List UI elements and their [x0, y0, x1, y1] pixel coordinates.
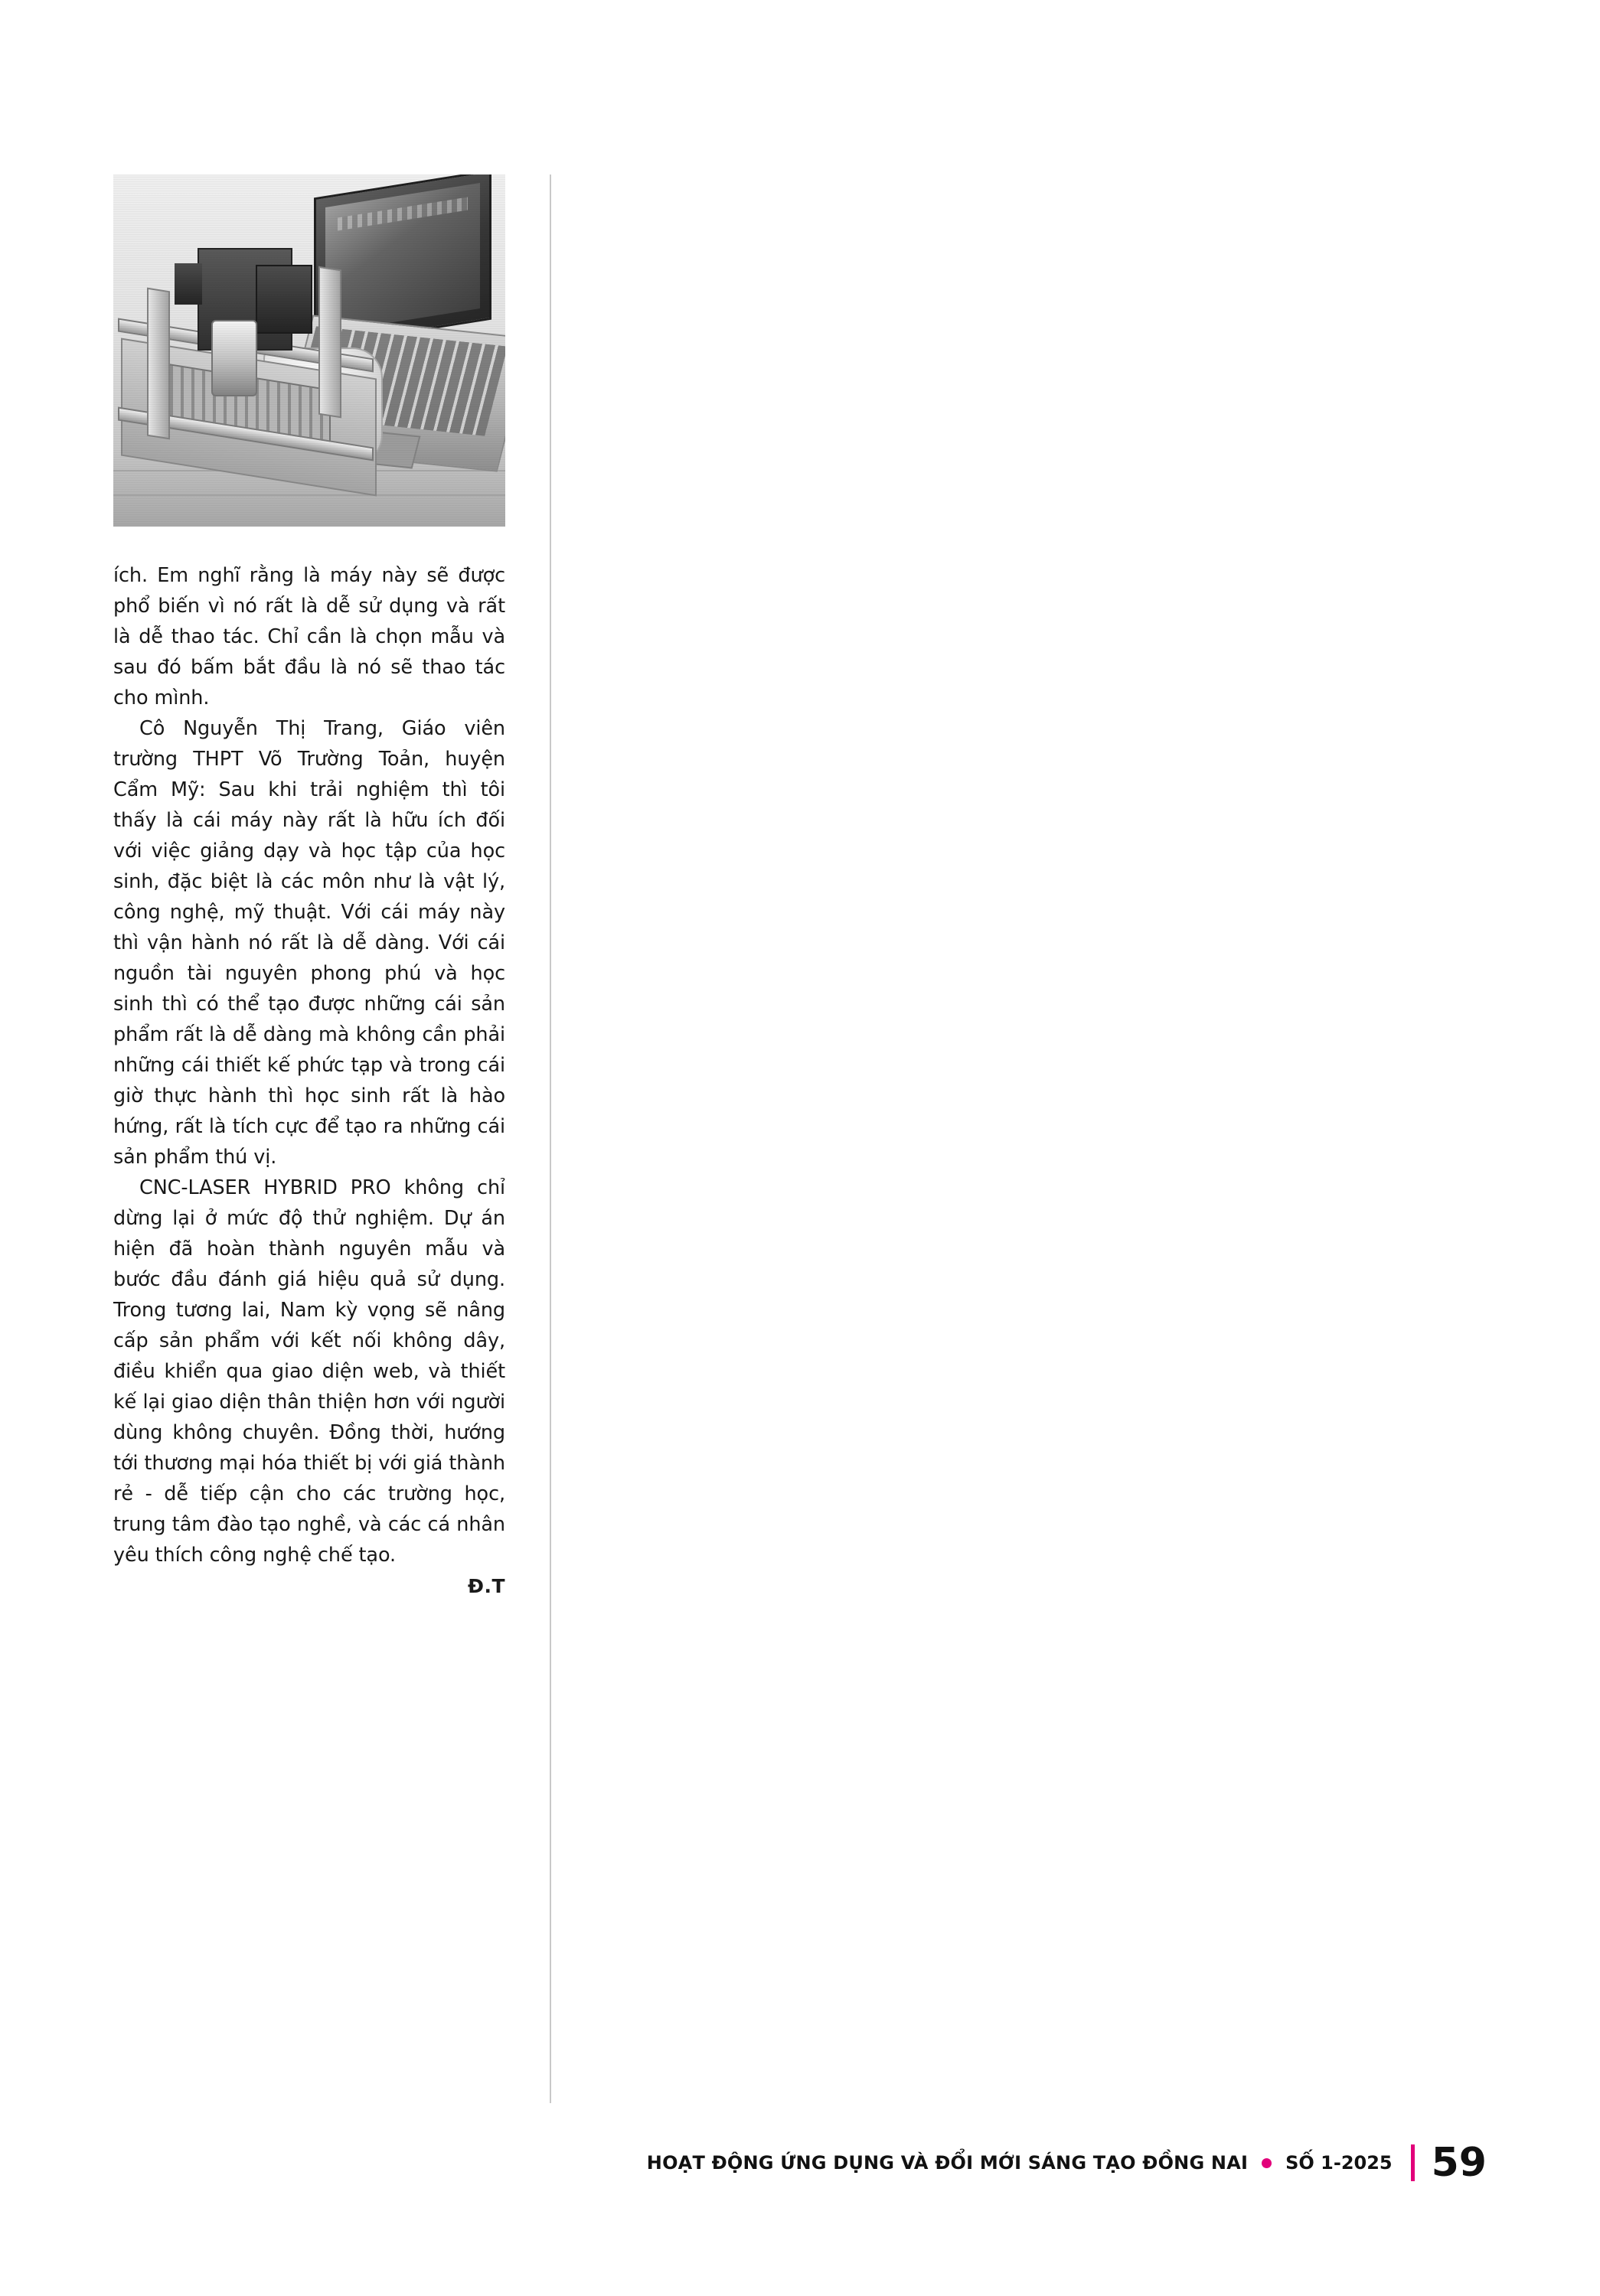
cnc-post-right [318, 266, 341, 419]
article-body [113, 560, 505, 1570]
footer-publication-title: HOẠT ĐỘNG ỨNG DỤNG VÀ ĐỔI MỚI SÁNG TẠO ĐỒNG NAI [646, 2152, 1249, 2174]
paragraph-3: CNC-LASER HYBRID PRO không chỉ dừng lại ở mức độ thử nghiệm. Dự án hiện đã hoàn thành nguyên mẫu và bước đầu đánh giá hiệu quả sử dụng. Trong tương lai, Nam kỳ vọng sẽ nâng cấp sản phẩm với kết nối không dây, điều khiển qua giao diện web, và thiết kế lại giao diện thân thiện hơn với người dùng không chuyên. Đồng thời, hướng tới thương mại hóa thiết bị với giá thành rẻ - dễ tiếp cận cho các trường học, trung tâm đào tạo nghề, và các cá nhân yêu thích công nghệ chế tạo. [113, 1176, 505, 1567]
page-number: 59 [1431, 2140, 1487, 2186]
cnc-laser-hybrid-machine-photo [113, 174, 505, 527]
bullet-dot-icon [1262, 2158, 1272, 2168]
cnc-stepper-motor [256, 265, 312, 334]
laptop-screen [325, 183, 480, 333]
paragraph-1: ích. Em nghĩ rằng là máy này sẽ được phổ biến vì nó rất là dễ sử dụng và rất là dễ thao tác. Chỉ cần là chọn mẫu và sau đó bấm bắt đầu là nó sẽ thao tác cho mình. [113, 564, 505, 709]
author-signature: Đ.T [468, 1575, 505, 1597]
cnc-post-left [147, 288, 170, 440]
paragraph-2: Cô Nguyễn Thị Trang, Giáo viên trường THPT Võ Trường Toản, huyện Cẩm Mỹ: Sau khi trải nghiệm thì tôi thấy là cái máy này rất là hữu ích đối với việc giảng dạy và học tập của học sinh, đặc biệt là các môn như là vật lý, công nghệ, mỹ thuật. Với cái máy này thì vận hành nó rất là dễ dàng. Với cái nguồn tài nguyên phong phú và học sinh thì có thể tạo được những cái sản phẩm rất là dễ dàng mà không cần phải những cái thiết kế phức tạp và trong cái giờ thực hành thì học sinh rất là hào hứng, rất là tích cực để tạo ra những cái sản phẩm thú vị. [113, 717, 505, 1169]
cnc-spindle-head [211, 320, 257, 396]
footer-issue-label: SỐ 1-2025 [1285, 2152, 1393, 2174]
footer-accent-bar [1411, 2144, 1415, 2181]
left-column [113, 174, 505, 1597]
column-divider [550, 174, 551, 2103]
page-footer [646, 2140, 1487, 2186]
